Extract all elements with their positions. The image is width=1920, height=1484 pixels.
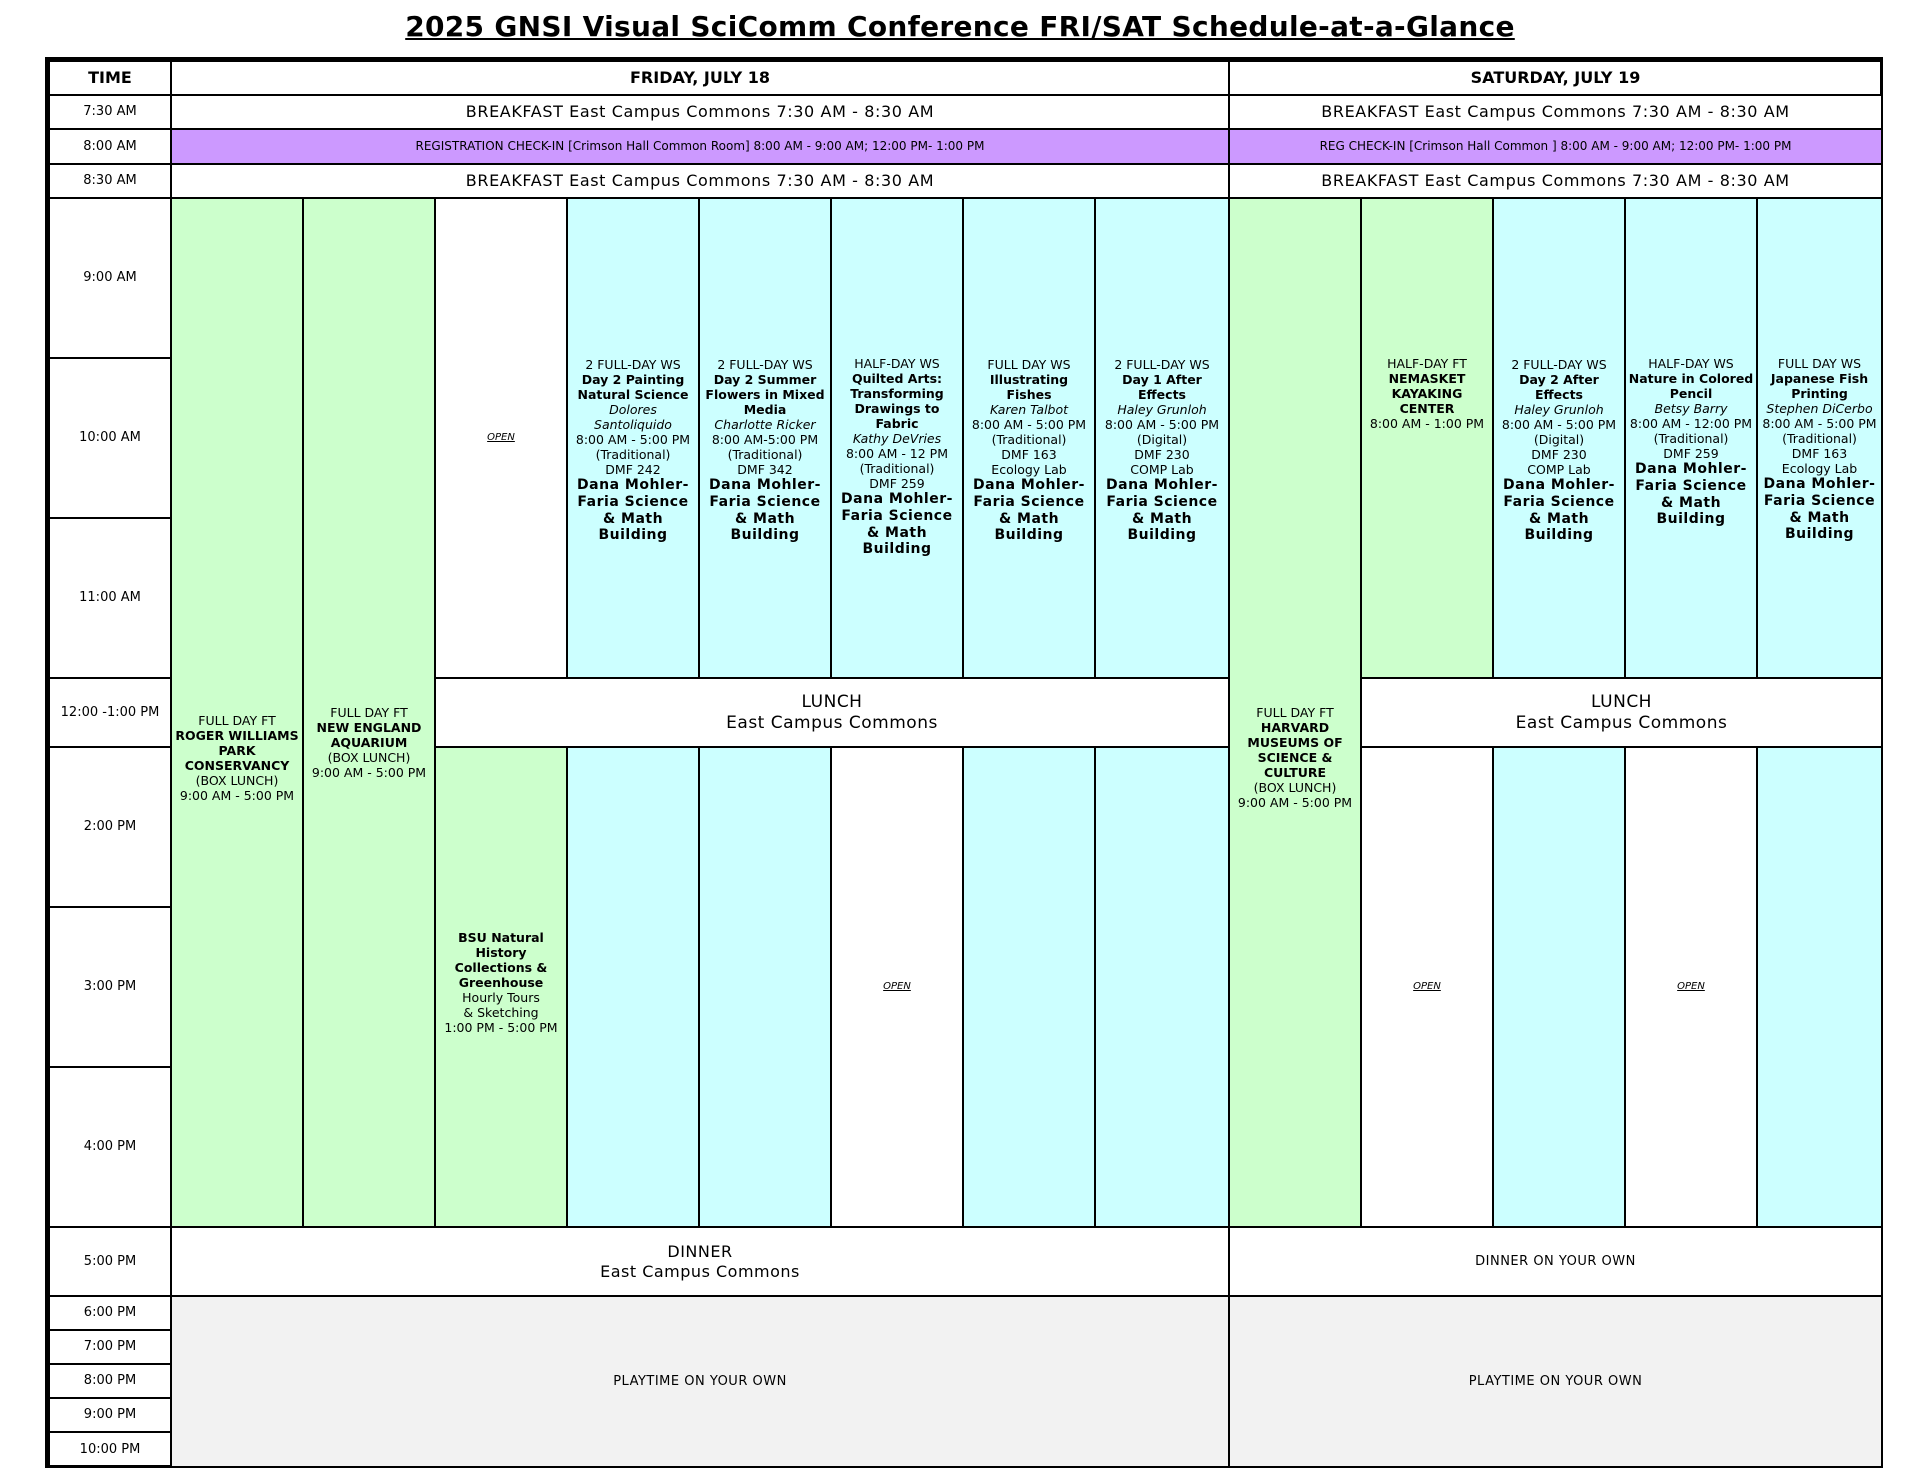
event-room: DMF 259 — [1663, 446, 1719, 461]
event-fishes-continued[interactable] — [962, 746, 1096, 1228]
saturday-breakfast: BREAKFAST East Campus Commons 7:30 AM - 8:30 AM — [1228, 94, 1883, 130]
event-after-effects-day2[interactable] — [1492, 197, 1626, 679]
event-instructor: Haley Grunloh — [1117, 402, 1207, 417]
event-colored-pencil[interactable] — [1624, 197, 1758, 679]
event-location: Dana Mohler-Faria Science & Math Building — [1503, 477, 1615, 544]
event-painting[interactable] — [566, 197, 700, 679]
event-lunch: (BOX LUNCH) — [195, 772, 279, 788]
event-room-2: COMP Lab — [1130, 462, 1194, 477]
time-slot: 5:00 PM — [48, 1226, 172, 1297]
saturday-playtime: PLAYTIME ON YOUR OWN — [1228, 1295, 1883, 1468]
time-slot: 8:00 AM — [48, 128, 172, 165]
event-desc: Hourly Tours — [462, 989, 540, 1005]
friday-breakfast: BREAKFAST East Campus Commons 7:30 AM - 8:30 AM — [170, 94, 1230, 130]
time-slot: 11:00 AM — [48, 517, 172, 679]
event-title: Quilted Arts: Transforming Drawings to Fabric — [850, 371, 944, 431]
event-title: NEMASKET KAYAKING CENTER — [1388, 371, 1466, 416]
time-slot: 9:00 PM — [48, 1397, 172, 1433]
event-type: FULL DAY FT — [330, 705, 408, 720]
event-time: 9:00 AM - 5:00 PM — [311, 765, 427, 780]
friday-lunch — [434, 677, 1230, 748]
event-type: FULL DAY WS — [1777, 356, 1862, 371]
open-slot[interactable] — [830, 746, 964, 1228]
time-slot: 7:30 AM — [48, 94, 172, 130]
dinner-place: East Campus Commons — [600, 1261, 800, 1281]
event-instructor: Stephen DiCerbo — [1766, 401, 1873, 416]
event-after-effects-day2-continued[interactable] — [1492, 746, 1626, 1228]
saturday-dinner: DINNER ON YOUR OWN — [1228, 1226, 1883, 1297]
time-slot: 3:00 PM — [48, 906, 172, 1068]
event-location: Dana Mohler-Faria Science & Math Building — [973, 477, 1085, 544]
lunch-place: East Campus Commons — [1515, 712, 1728, 733]
event-type: 2 FULL-DAY WS — [717, 357, 813, 372]
event-title: HARVARD MUSEUMS OF SCIENCE & CULTURE — [1247, 720, 1343, 780]
event-title: ROGER WILLIAMS PARK CONSERVANCY — [175, 727, 299, 773]
event-roger-williams[interactable] — [170, 197, 304, 1228]
event-illustrating-fishes[interactable] — [962, 197, 1096, 679]
event-time: 8:00 AM - 5:00 PM — [575, 432, 691, 447]
event-location: Dana Mohler-Faria Science & Math Building — [709, 477, 821, 544]
open-slot[interactable] — [1360, 746, 1494, 1228]
event-title: Day 2 Painting Natural Science — [577, 372, 689, 402]
event-room: DMF 163 — [1791, 446, 1848, 461]
event-medium: (Traditional) — [859, 461, 935, 476]
time-slot: 12:00 -1:00 PM — [48, 677, 172, 748]
event-instructor: Betsy Barry — [1654, 401, 1728, 416]
event-title: Day 2 Summer Flowers in Mixed Media — [705, 372, 825, 417]
event-medium: (Traditional) — [991, 432, 1067, 447]
event-medium: (Traditional) — [595, 447, 671, 462]
page-title: 2025 GNSI Visual SciComm Conference FRI/SAT Schedule-at-a-Glance — [405, 10, 1515, 43]
event-room: DMF 259 — [869, 476, 925, 491]
lunch-title: LUNCH — [1591, 692, 1652, 713]
event-type: HALF-DAY WS — [1648, 356, 1734, 371]
event-harvard-museums[interactable] — [1228, 197, 1362, 1228]
saturday-registration: REG CHECK-IN [Crimson Hall Common ] 8:00 AM - 9:00 AM; 12:00 PM- 1:00 PM — [1228, 128, 1883, 165]
event-medium: (Traditional) — [727, 447, 803, 462]
event-medium: (Traditional) — [1653, 431, 1729, 446]
saturday-lunch — [1360, 677, 1883, 748]
time-slot: 6:00 PM — [48, 1295, 172, 1331]
event-type: FULL DAY WS — [987, 357, 1071, 372]
event-room: DMF 342 — [737, 462, 793, 477]
event-location: Dana Mohler-Faria Science & Math Building — [1763, 476, 1876, 543]
event-location: Dana Mohler-Faria Science & Math Building — [841, 491, 953, 558]
event-room-2: Ecology Lab — [991, 462, 1067, 477]
event-location: Dana Mohler-Faria Science & Math Building — [577, 477, 689, 544]
open-label: OPEN — [883, 981, 911, 992]
lunch-title: LUNCH — [801, 692, 863, 713]
event-flowers[interactable] — [698, 197, 832, 679]
saturday-breakfast-2: BREAKFAST East Campus Commons 7:30 AM - 8:30 AM — [1228, 163, 1883, 199]
event-room-2: COMP Lab — [1527, 462, 1591, 477]
event-time: 8:00 AM - 12:00 PM — [1629, 416, 1753, 431]
event-time: 8:00 AM - 5:00 PM — [1762, 416, 1877, 431]
event-type: 2 FULL-DAY WS — [585, 357, 681, 372]
event-title: Day 1 After Effects — [1122, 372, 1202, 402]
time-slot: 9:00 AM — [48, 197, 172, 359]
event-title: Day 2 After Effects — [1519, 372, 1599, 402]
event-aquarium[interactable] — [302, 197, 436, 1228]
friday-dinner — [170, 1226, 1230, 1297]
event-time: 8:00 AM - 5:00 PM — [1501, 417, 1617, 432]
event-time: 8:00 AM - 5:00 PM — [1104, 417, 1220, 432]
time-slot: 7:00 PM — [48, 1329, 172, 1365]
event-type: FULL DAY FT — [1256, 705, 1334, 720]
event-time: 8:00 AM - 1:00 PM — [1369, 416, 1485, 431]
event-room-2: Ecology Lab — [1781, 461, 1858, 476]
open-label: OPEN — [1413, 981, 1441, 992]
lunch-place: East Campus Commons — [726, 712, 938, 733]
event-title: NEW ENGLAND AQUARIUM — [316, 720, 422, 750]
friday-playtime: PLAYTIME ON YOUR OWN — [170, 1295, 1230, 1468]
event-quilted-arts[interactable] — [830, 197, 964, 679]
event-painting-continued[interactable] — [566, 746, 700, 1228]
event-room: DMF 230 — [1531, 447, 1587, 462]
event-time: 1:00 PM - 5:00 PM — [444, 1019, 558, 1035]
open-slot[interactable] — [434, 197, 568, 679]
event-type: FULL DAY FT — [198, 712, 276, 728]
event-instructor: Haley Grunloh — [1514, 402, 1604, 417]
event-fish-printing[interactable] — [1756, 197, 1883, 679]
event-time: 9:00 AM - 5:00 PM — [179, 787, 295, 803]
friday-header: FRIDAY, JULY 18 — [170, 60, 1230, 96]
event-time: 8:00 AM - 12 PM — [845, 446, 949, 461]
schedule-grid — [45, 57, 1883, 1468]
time-slot: 10:00 AM — [48, 357, 172, 519]
dinner-title: DINNER — [667, 1242, 733, 1262]
event-type: 2 FULL-DAY WS — [1114, 357, 1210, 372]
event-type: 2 FULL-DAY WS — [1511, 357, 1607, 372]
event-flowers-continued[interactable] — [698, 746, 832, 1228]
open-label: OPEN — [487, 432, 515, 443]
open-label: OPEN — [1677, 981, 1705, 992]
friday-registration: REGISTRATION CHECK-IN [Crimson Hall Common Room] 8:00 AM - 9:00 AM; 12:00 PM- 1:00 PM — [170, 128, 1230, 165]
event-medium: (Digital) — [1533, 432, 1585, 447]
event-title: BSU Natural History Collections & Greenhouse — [454, 929, 548, 990]
time-slot: 8:30 AM — [48, 163, 172, 199]
event-after-effects-continued[interactable] — [1094, 746, 1230, 1228]
event-time: 8:00 AM-5:00 PM — [711, 432, 819, 447]
event-room: DMF 242 — [605, 462, 661, 477]
event-bsu-collections[interactable] — [434, 746, 568, 1228]
event-lunch: (BOX LUNCH) — [327, 750, 411, 765]
event-instructor: Karen Talbot — [989, 402, 1069, 417]
event-lunch: (BOX LUNCH) — [1253, 780, 1337, 795]
event-type: HALF-DAY WS — [854, 356, 940, 371]
event-instructor: Dolores Santoliquido — [594, 402, 672, 432]
event-kayaking[interactable] — [1360, 197, 1494, 679]
time-slot: 4:00 PM — [48, 1066, 172, 1228]
event-fish-printing-continued[interactable] — [1756, 746, 1883, 1228]
event-location: Dana Mohler-Faria Science & Math Building — [1635, 461, 1747, 528]
time-slot: 2:00 PM — [48, 746, 172, 908]
event-time: 8:00 AM - 5:00 PM — [971, 417, 1087, 432]
event-title: Illustrating Fishes — [989, 372, 1069, 402]
event-medium: (Digital) — [1136, 432, 1188, 447]
event-title: Japanese Fish Printing — [1770, 371, 1869, 401]
saturday-header: SATURDAY, JULY 19 — [1228, 60, 1883, 96]
event-location: Dana Mohler-Faria Science & Math Building — [1106, 477, 1218, 544]
event-after-effects-day1[interactable] — [1094, 197, 1230, 679]
event-medium: (Traditional) — [1782, 431, 1857, 446]
event-time: 9:00 AM - 5:00 PM — [1237, 795, 1353, 810]
open-slot[interactable] — [1624, 746, 1758, 1228]
event-desc-2: & Sketching — [463, 1004, 539, 1020]
time-header: TIME — [48, 60, 172, 96]
time-slot: 8:00 PM — [48, 1363, 172, 1399]
event-instructor: Charlotte Ricker — [714, 417, 816, 432]
event-title: Nature in Colored Pencil — [1628, 371, 1754, 401]
event-room: DMF 163 — [1001, 447, 1057, 462]
time-slot: 10:00 PM — [48, 1431, 172, 1468]
event-type: HALF-DAY FT — [1387, 356, 1467, 371]
event-room: DMF 230 — [1134, 447, 1190, 462]
event-instructor: Kathy DeVries — [852, 431, 942, 446]
friday-breakfast-2: BREAKFAST East Campus Commons 7:30 AM - 8:30 AM — [170, 163, 1230, 199]
